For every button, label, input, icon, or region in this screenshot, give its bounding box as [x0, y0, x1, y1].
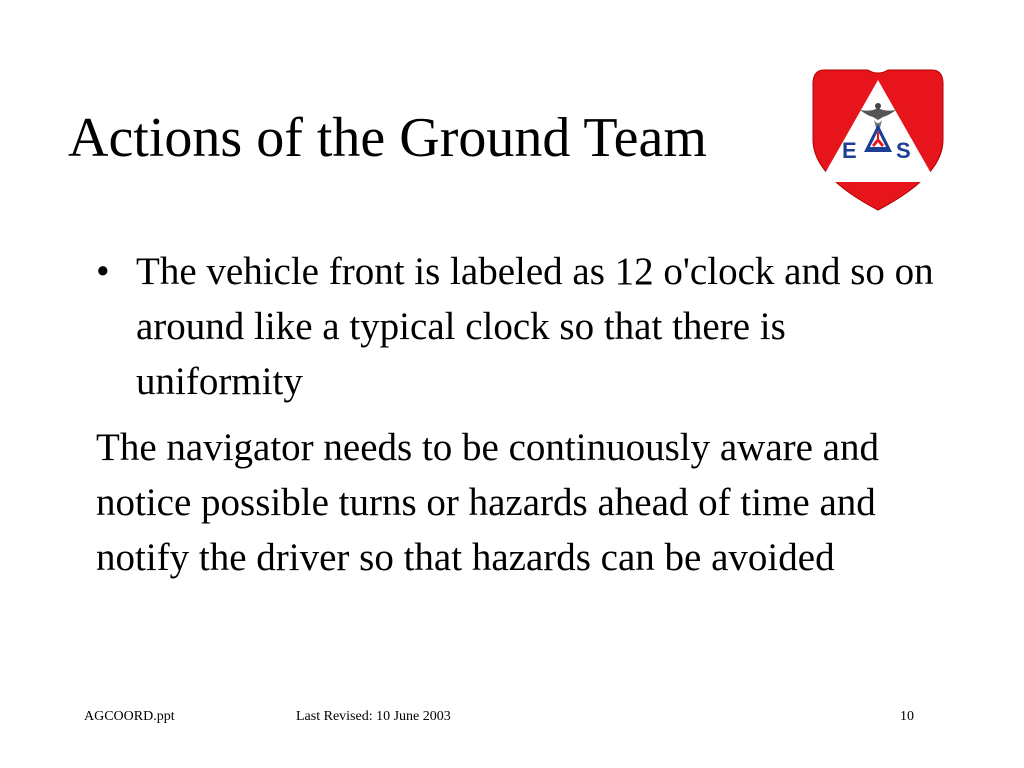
footer-file-name: AGCOORD.ppt: [84, 709, 175, 724]
body-paragraph: The navigator needs to be continuously aware and notice possible turns or hazards ahead of time and notify the driver so that hazards can be avoided: [96, 426, 879, 579]
slide-title: Actions of the Ground Team: [68, 107, 707, 169]
logo-letter-e: E: [842, 138, 857, 163]
logo-letter-s: S: [896, 138, 911, 163]
bullet-item: [96, 244, 956, 409]
footer-page-number: 10: [900, 709, 914, 724]
footer-last-revised: Last Revised: 10 June 2003: [296, 709, 451, 724]
bullet-dot: •: [96, 250, 110, 293]
bullet-text: The vehicle front is labeled as 12 o'clock and so on around like a typical clock so that there is uniformity: [136, 250, 934, 403]
es-shield-logo: [810, 68, 946, 212]
